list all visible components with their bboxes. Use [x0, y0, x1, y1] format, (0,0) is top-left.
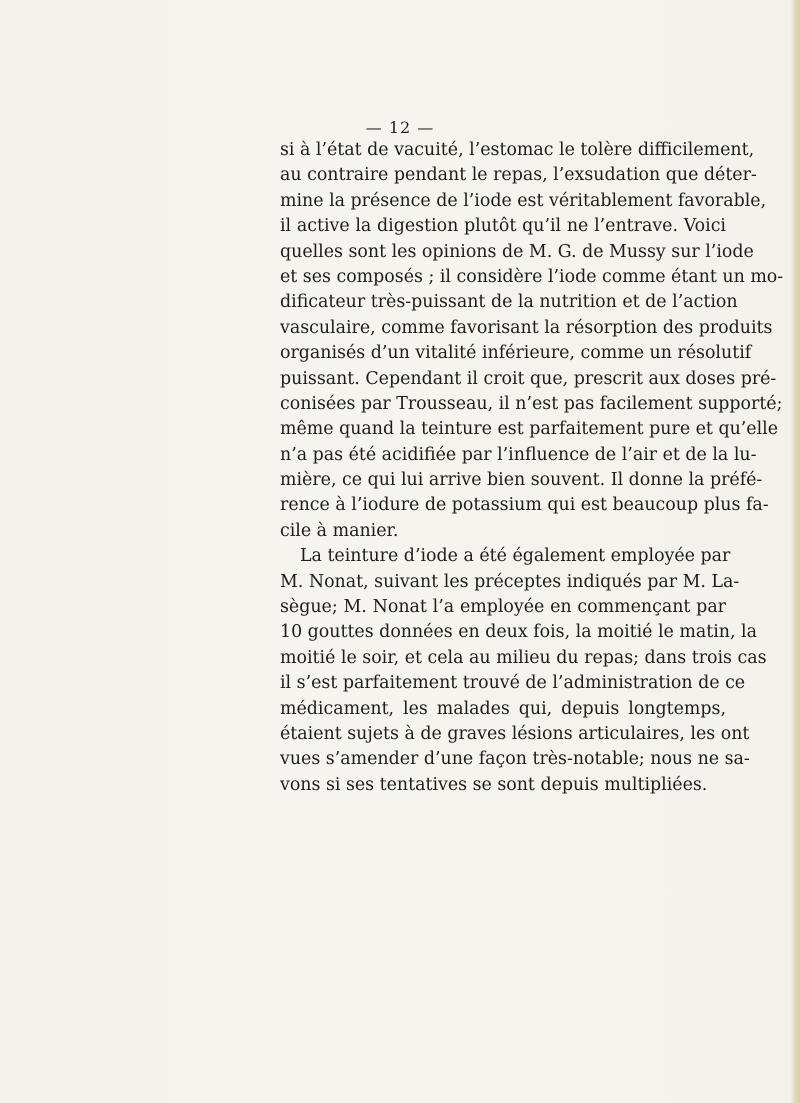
text-line: il s’est parfaitement trouvé de l’administration de ce: [280, 673, 746, 694]
text-line: quelles sont les opinions de M. G. de Mussy sur l’iode: [280, 241, 754, 262]
text-line: même quand la teinture est parfaitement pure et qu’elle: [280, 419, 779, 440]
text-line: vues s’amender d’une façon très-notable; nous ne sa-: [280, 749, 750, 770]
text-line: moitié le soir, et cela au milieu du repas; dans trois cas: [280, 647, 767, 668]
text-line: au contraire pendant le repas, l’exsudation que déter-: [280, 165, 757, 186]
text-line: et ses composés ; il considère l’iode comme étant un mo-: [280, 266, 784, 287]
text-line: médicament, les malades qui, depuis longtemps,: [280, 698, 726, 719]
page-number: — 12 —: [365, 118, 435, 137]
text-line: mine la présence de l’iode est véritablement favorable,: [280, 190, 767, 211]
paragraph-1: [280, 138, 784, 544]
text-line: organisés d’un vitalité inférieure, comme un résolutif: [280, 343, 752, 364]
text-line: dificateur très-puissant de la nutrition et de l’action: [280, 292, 738, 313]
text-line: M. Nonat, suivant les préceptes indiqués par M. La-: [280, 571, 740, 592]
text-line: cile à manier.: [280, 520, 399, 541]
text-line: 10 gouttes données en deux fois, la moitié le matin, la: [280, 622, 757, 643]
text-line: conisées par Trousseau, il n’est pas facilement supporté;: [280, 393, 783, 414]
text-line: étaient sujets à de graves lésions articulaires, les ont: [280, 723, 750, 744]
paragraph-2: [280, 544, 767, 798]
text-line: si à l’état de vacuité, l’estomac le tolère difficilement,: [280, 140, 755, 160]
text-line: rence à l’iodure de potassium qui est beaucoup plus fa-: [280, 495, 769, 516]
text-line: La teinture d’iode a été également employée par: [300, 546, 731, 567]
text-line: n’a pas été acidifiée par l’influence de l’air et de la lu-: [280, 444, 757, 465]
page-edge-shadow: [790, 0, 800, 1103]
body-text: [280, 138, 784, 798]
text-line: vons si ses tentatives se sont depuis multipliées.: [280, 774, 708, 795]
text-line: puissant. Cependant il croit que, prescrit aux doses pré-: [280, 368, 777, 389]
text-line: il active la digestion plutôt qu’il ne l’entrave. Voici: [280, 216, 726, 237]
text-line: sègue; M. Nonat l’a employée en commençant par: [280, 597, 726, 618]
text-line: mière, ce qui lui arrive bien souvent. Il donne la préfé-: [280, 470, 763, 491]
text-line: vasculaire, comme favorisant la résorption des produits: [280, 317, 773, 338]
